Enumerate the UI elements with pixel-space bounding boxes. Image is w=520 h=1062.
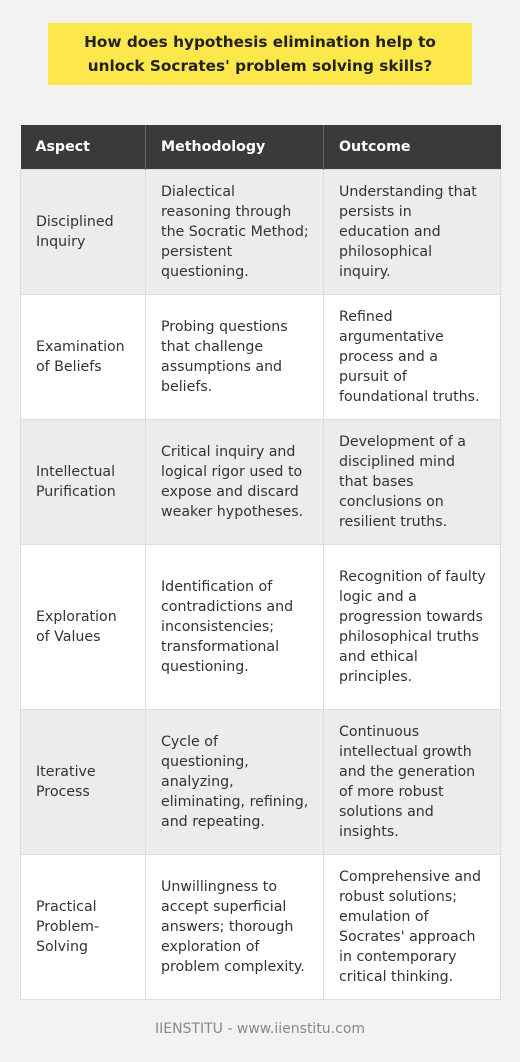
cell-aspect: Examination of Beliefs [21,294,146,419]
table-row [21,294,501,419]
cell-outcome: Development of a disciplined mind that bases conclusions on resilient truths. [324,419,501,544]
cell-outcome: Recognition of faulty logic and a progression towards philosophical truths and ethical principles. [324,544,501,709]
cell-outcome: Continuous intellectual growth and the generation of more robust solutions and insights. [324,709,501,854]
cell-methodology: Cycle of questioning, analyzing, eliminating, refining, and repeating. [146,709,324,854]
cell-aspect: Practical Problem-Solving [21,854,146,999]
footer-credit: IIENSTITU - www.iienstitu.com [154,1021,366,1037]
cell-aspect: Intellectual Purification [21,419,146,544]
cell-aspect: Exploration of Values [21,544,146,709]
cell-outcome: Comprehensive and robust solutions; emulation of Socrates' approach in contemporary critical thinking. [324,854,501,999]
table-row [21,854,501,999]
cell-aspect: Iterative Process [21,709,146,854]
table-row [21,419,501,544]
cell-methodology: Critical inquiry and logical rigor used to expose and discard weaker hypotheses. [146,419,324,544]
table-header-row [21,125,501,169]
cell-methodology: Probing questions that challenge assumptions and beliefs. [146,294,324,419]
cell-methodology: Unwillingness to accept superficial answers; thorough exploration of problem complexity. [146,854,324,999]
table-row [21,709,501,854]
comparison-table [20,125,501,1000]
cell-aspect: Disciplined Inquiry [21,169,146,294]
header-methodology: Methodology [146,125,324,169]
cell-outcome: Refined argumentative process and a pursuit of foundational truths. [324,294,501,419]
cell-methodology: Identification of contradictions and inconsistencies; transformational questioning. [146,544,324,709]
table-row [21,544,501,709]
table-row [21,169,501,294]
header-aspect: Aspect [21,125,146,169]
page-title: How does hypothesis elimination help to unlock Socrates' problem solving skills? [48,23,472,85]
cell-methodology: Dialectical reasoning through the Socratic Method; persistent questioning. [146,169,324,294]
header-outcome: Outcome [324,125,501,169]
cell-outcome: Understanding that persists in education and philosophical inquiry. [324,169,501,294]
